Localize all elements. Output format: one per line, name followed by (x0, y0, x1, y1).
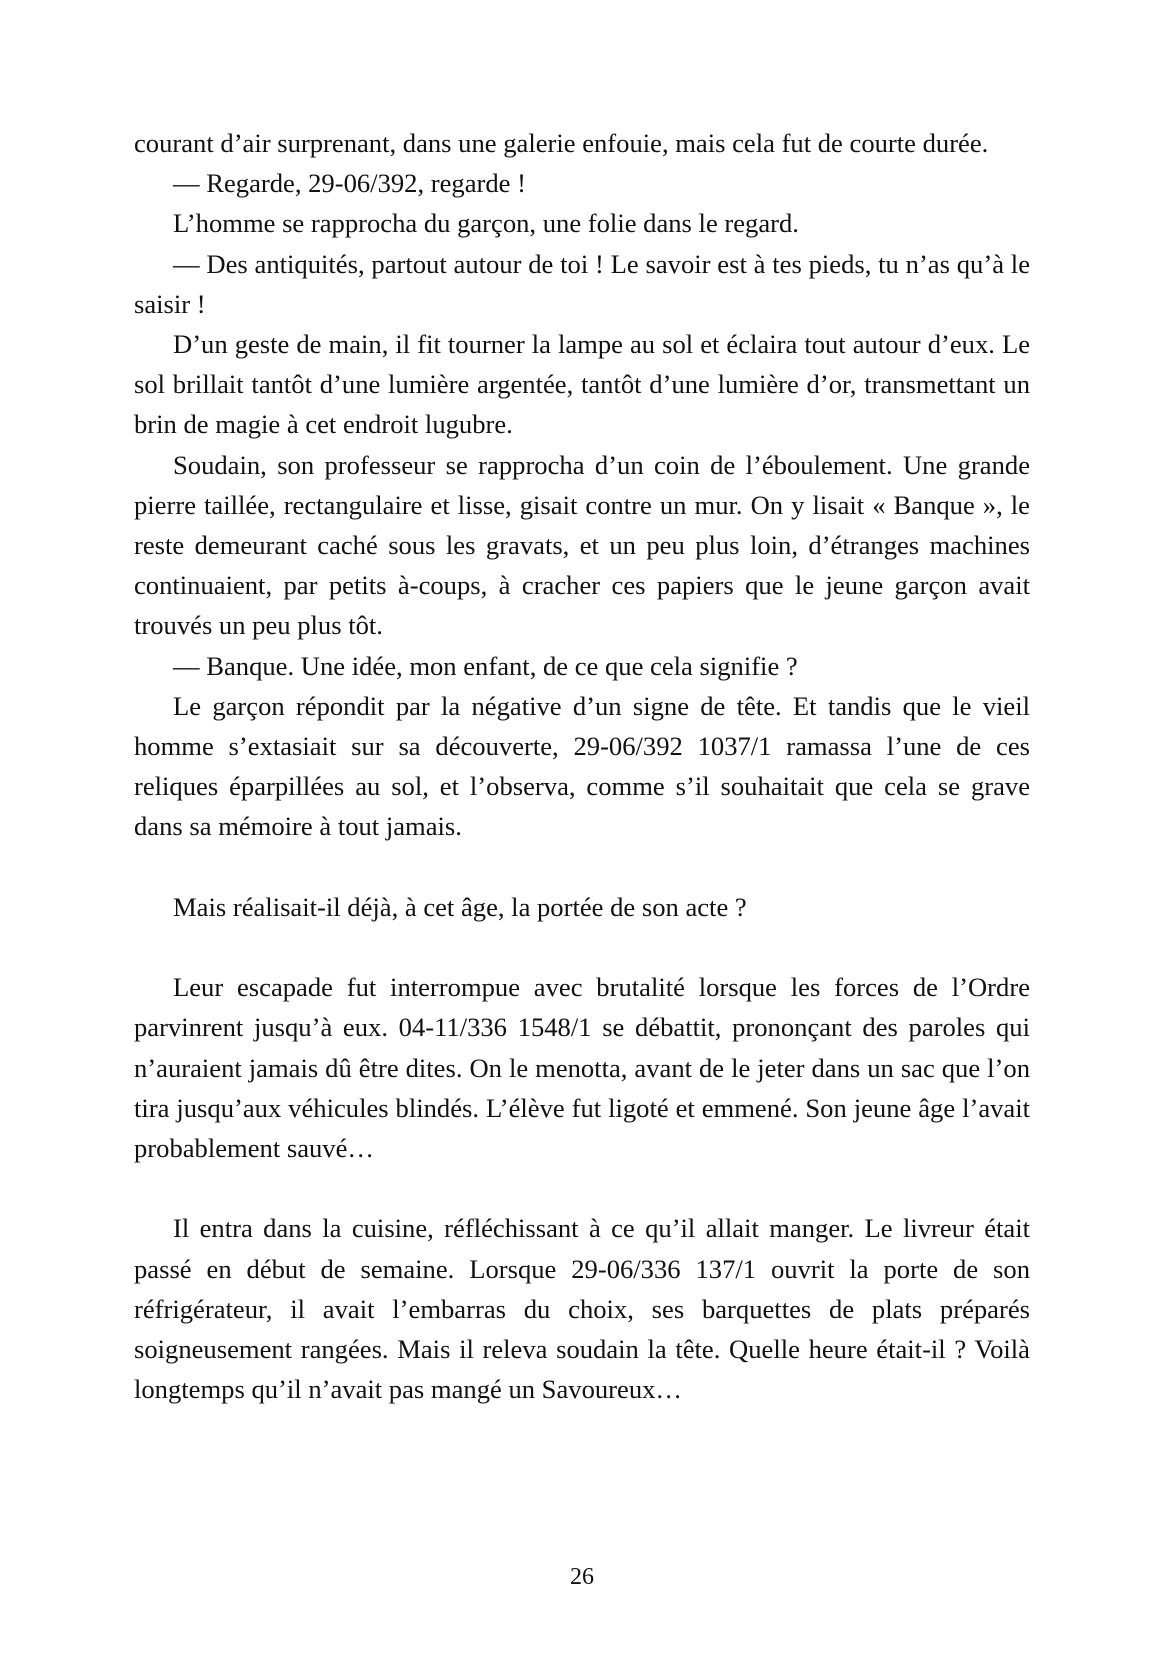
paragraph-5: D’un geste de main, il fit tourner la lampe au sol et éclaira tout autour d’eux. Le sol brillait tantôt d’une lumière argentée, tantôt d’une lumière d’or, transmettant un brin de magie à cet endroit lugubre. (134, 329, 1030, 440)
paragraph-6: Soudain, son professeur se rapprocha d’un coin de l’éboulement. Une grande pierre taillée, rectangulaire et lisse, gisait contre un mur. On y lisait « Banque », le reste demeurant caché sous les gravats, et un peu plus loin, d’étranges machines continuaient, par petits à-coups, à cracher ces papiers que le jeune garçon avait trouvés un peu plus tôt. (134, 449, 1030, 641)
page-number: 26 (570, 1564, 594, 1590)
paragraph-7: — Banque. Une idée, mon enfant, de ce que cela signifie ? (173, 650, 798, 681)
paragraph-8: Le garçon répondit par la négative d’un signe de tête. Et tandis que le vieil homme s’extasiait sur sa découverte, 29-06/392 1037/1 ramassa l’une de ces reliques éparpillées au sol, et l’observa, comme s’il souhaitait que cela se grave dans sa mémoire à tout jamais. (134, 690, 1030, 842)
paragraph-9: Mais réalisait-il déjà, à cet âge, la portée de son acte ? (173, 891, 747, 922)
paragraph-3: L’homme se rapprocha du garçon, une folie dans le regard. (173, 208, 799, 239)
paragraph-2: — Regarde, 29-06/392, regarde ! (173, 168, 526, 199)
body-text (134, 123, 1030, 1409)
paragraph-11: Il entra dans la cuisine, réfléchissant à ce qu’il allait manger. Le livreur était passé en début de semaine. Lorsque 29-06/336 137/1 ouvrit la porte de son réfrigérateur, il avait l’embarras du choix, ses barquettes de plats préparés soigneusement rangées. Mais il releva soudain la tête. Quelle heure était-il ? Voilà longtemps qu’il n’avait pas mangé un Savoureux… (134, 1213, 1030, 1405)
paragraph-10: Leur escapade fut interrompue avec brutalité lorsque les forces de l’Ordre parvinrent jusqu’à eux. 04-11/336 1548/1 se débattit, prononçant des paroles qui n’auraient jamais dû être dites. On le menotta, avant de le jeter dans un sac que l’on tira jusqu’aux véhicules blindés. L’élève fut ligoté et emmené. Son jeune âge l’avait probablement sauvé… (134, 972, 1030, 1164)
paragraph-1: courant d’air surprenant, dans une galerie enfouie, mais cela fut de courte durée. (134, 128, 989, 158)
paragraph-4: — Des antiquités, partout autour de toi ! Le savoir est à tes pieds, tu n’as qu’à le saisir ! (134, 248, 1030, 319)
